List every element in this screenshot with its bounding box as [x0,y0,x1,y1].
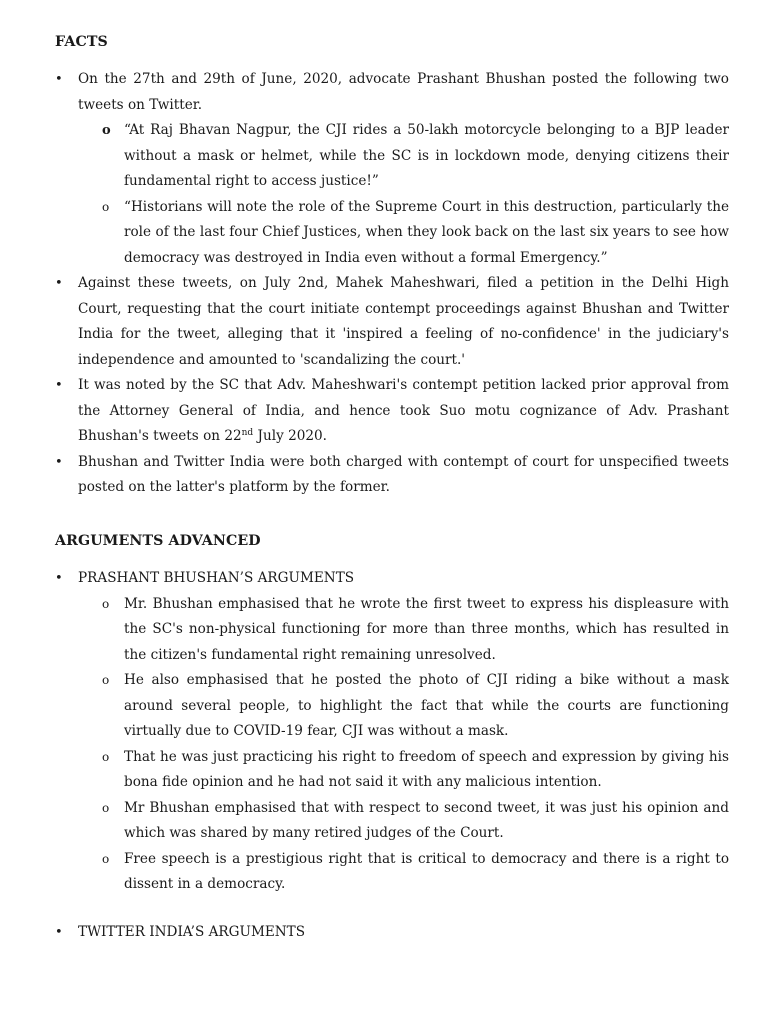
bullet-icon: • [55,276,63,291]
bullet-o-bold-icon: o [102,123,111,138]
bhushan-point-5: o Free speech is a prestigious right that is critical to democracy and there is a right to dissent in a democracy. [124,847,729,898]
bhushan-point-2: o He also emphasised that he posted the photo of CJI riding a bike without a mask around several people, to highlight the fact that while the courts are functioning virtually due to COVID-19 fear, CJI was without a mask. [124,668,729,745]
bullet-o-icon: o [102,851,110,866]
facts-item-2: • Against these tweets, on July 2nd, Mahek Maheshwari, filed a petition in the Delhi High Court, requesting that the court initiate contempt proceedings against Bhushan and Twitter India for the tweet, alleging that it 'inspired a feeling of no-confidence' in the judiciary's independence and amounted to 'scandalizing the court.' [78,271,729,373]
bullet-icon: • [55,72,63,87]
bhushan-point-4: o Mr Bhushan emphasised that with respect to second tweet, it was just his opinion and which was shared by many retired judges of the Court. [124,796,729,847]
arguments-heading: ARGUMENTS ADVANCED [55,533,261,549]
tweet-2: o “Historians will note the role of the Supreme Court in this destruction, particularly the role of the last four Chief Justices, when they look back on the last six years to see how democracy was destroyed in India even without a formal Emergency.” [124,195,729,272]
bhushan-arguments-title: • PRASHANT BHUSHAN’S ARGUMENTS [78,566,729,592]
bullet-o-icon: o [102,199,110,214]
bullet-o-icon: o [102,596,110,611]
bullet-o-icon: o [102,749,110,764]
twitter-arguments-list [0,920,768,946]
arguments-list [0,566,768,898]
bullet-icon: • [55,925,63,940]
bhushan-point-3: o That he was just practicing his right to freedom of speech and expression by giving his bona fide opinion and he had not said it with any malicious intention. [124,745,729,796]
bhushan-point-1: o Mr. Bhushan emphasised that he wrote the first tweet to express his displeasure with the SC's non-physical functioning for more than three months, which has resulted in the citizen's fundamental right remaining unresolved. [124,592,729,669]
bullet-icon: • [55,454,63,470]
facts-item-4: • Bhushan and Twitter India were both charged with contempt of court for unspecified tweets posted on the latter's platform by the former. [78,450,729,501]
facts-item-3: • It was noted by the SC that Adv. Maheshwari's contempt petition lacked prior approval from the Attorney General of India, and hence took Suo motu cognizance of Adv. Prashant Bhushan's tweets on 22nd July 2020. [78,373,729,450]
bullet-o-icon: o [102,673,110,687]
twitter-arguments-title: • TWITTER INDIA’S ARGUMENTS [78,920,729,946]
bullet-icon: • [55,378,63,393]
bullet-o-icon: o [102,800,110,815]
facts-heading: FACTS [55,34,108,50]
facts-list [0,67,768,501]
facts-item-1: • On the 27th and 29th of June, 2020, advocate Prashant Bhushan posted the following two tweets on Twitter. [78,67,729,118]
bullet-icon: • [55,571,63,586]
tweet-1: o “At Raj Bhavan Nagpur, the CJI rides a 50-lakh motorcycle belonging to a BJP leader without a mask or helmet, while the SC is in lockdown mode, denying citizens their fundamental right to access justice!” [124,118,729,195]
